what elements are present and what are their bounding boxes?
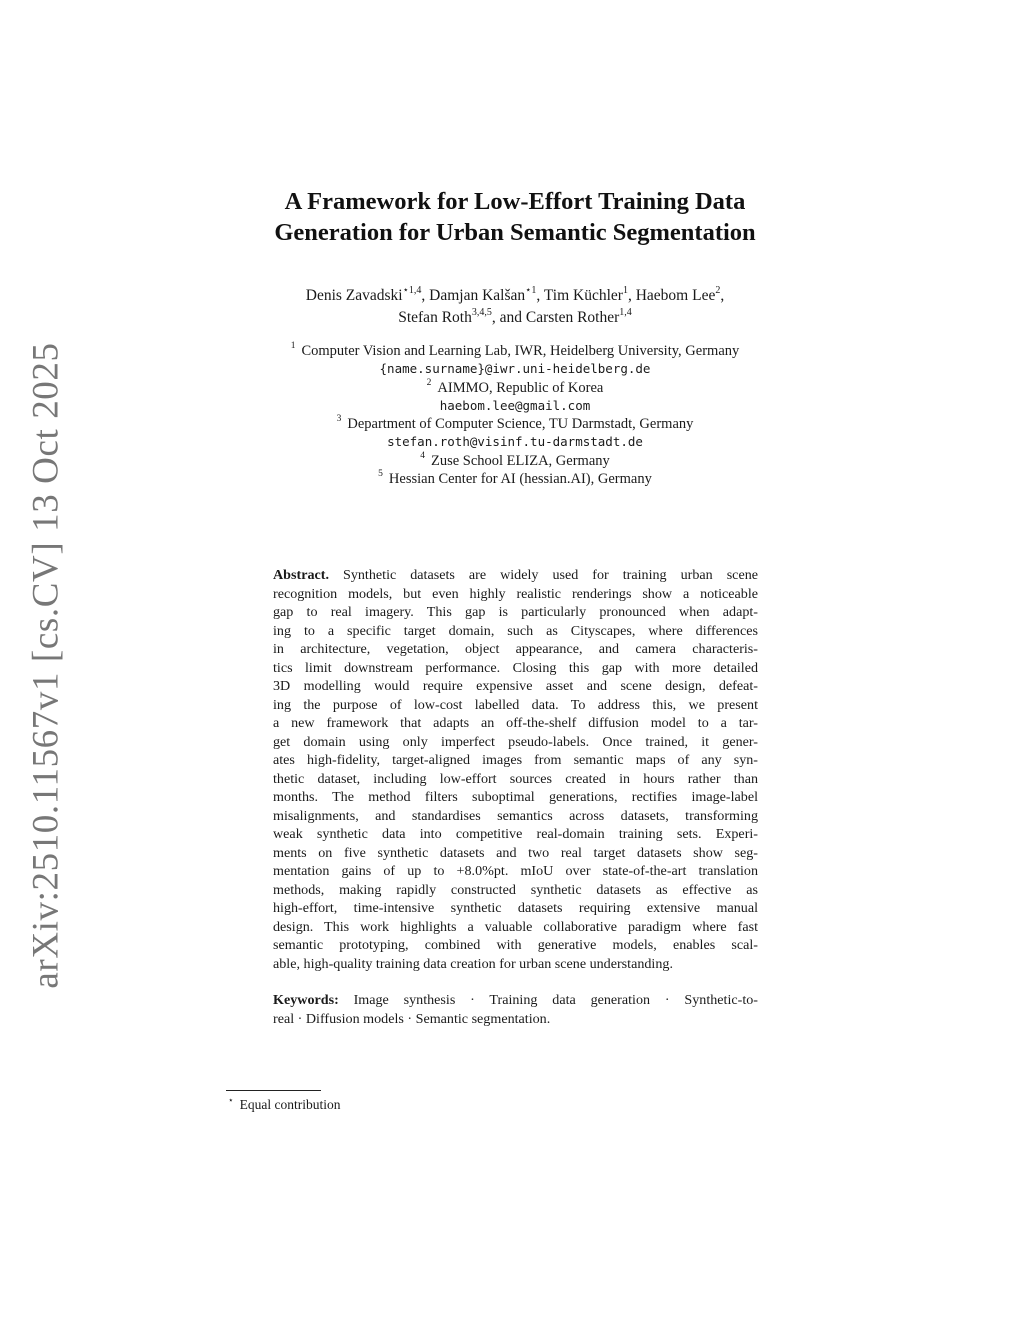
affiliation-email-1: {name.surname}@iwr.uni-heidelberg.de [379,361,651,377]
author-name: Damjan Kalšan [429,287,526,304]
affiliation-list [160,342,870,488]
footnote [228,1096,341,1113]
author-name: Haebom Lee [635,287,716,304]
affiliation-number: 2 [426,377,432,388]
abstract-line: semantic prototyping, combined with generative models, enables scal- [273,937,758,953]
affiliation-email-2: haebom.lee@gmail.com [439,397,591,413]
abstract-line: recognition models, but even highly realistic renderings show a noticeable [273,585,758,602]
affiliation-3 [160,415,870,433]
affiliation-text: Computer Vision and Learning Lab, IWR, Heidelberg University, Germany [301,343,740,359]
abstract-line: misalignments, and standardises semantics across datasets, transforming [273,807,758,824]
arxiv-identifier [18,341,74,989]
abstract-line: ing the purpose of low-cost labelled data. To address this, we present [273,696,758,713]
keywords-heading: Keywords: [273,992,339,1008]
author-name: Stefan Roth [398,309,472,326]
author-name: Denis Zavadski [305,287,403,304]
abstract-line: a new framework that adapts an off-the-shelf diffusion model to a tar- [273,715,758,731]
author-marks: ⋆1,4 [402,284,422,296]
abstract-line: get domain using only imperfect pseudo-labels. Once trained, it gener- [273,733,758,750]
affiliation-1 [160,342,870,360]
affiliation-number: 1 [290,341,296,352]
title-line-1: A Framework for Low-Effort Training Data [284,188,746,215]
footnote-rule [226,1090,321,1091]
abstract [273,566,758,973]
abstract-line: ing to a specific target domain, such as Cityscapes, where differences [273,622,758,639]
keywords [273,991,758,1028]
abstract-line: thetic dataset, including low-effort sources created in hours rather than [273,770,758,787]
affiliation-email-3: stefan.roth@visinf.tu-darmstadt.de [387,434,643,450]
author-separator: , [720,287,725,304]
author-line-2 [160,307,870,329]
keywords-line-1 [273,991,758,1010]
abstract-line: weak synthetic data into competitive real-domain training sets. Experi- [273,826,758,842]
author-separator: , [421,287,430,304]
author-marks: 2 [715,284,721,296]
affiliation-number: 3 [336,414,342,425]
author-marks: ⋆1 [525,284,537,296]
abstract-line: ates high-fidelity, target-aligned images from semantic maps of any syn- [273,752,758,768]
author-name: Carsten Rother [525,309,620,326]
keywords-line-text: Image synthesis · Training data generation · Synthetic-to- [353,992,758,1008]
abstract-line: gap to real imagery. This gap is particularly pronounced when adapt- [273,604,758,620]
footnote-mark: ⋆ [228,1094,234,1105]
abstract-line: 3D modelling would require expensive asset and scene design, defeat- [273,678,758,694]
author-marks: 3,4,5 [471,306,492,318]
affiliation-number: 5 [378,469,383,480]
author-separator: , [627,287,636,304]
abstract-line: mentation gains of up to +8.0%pt. mIoU over state-of-the-art translation [273,863,758,879]
affiliation-text: Zuse School ELIZA, Germany [430,452,610,469]
abstract-line: able, high-quality training data creation for urban scene understanding. [273,955,673,972]
affiliation-5 [160,470,870,488]
abstract-line: in architecture, vegetation, object appearance, and camera characteris- [273,641,758,657]
author-marks: 1,4 [619,306,632,318]
affiliation-text: Hessian Center for AI (hessian.AI), Germany [388,471,652,488]
author-marks: 1 [622,284,628,296]
author-separator: , [536,287,544,304]
abstract-heading: Abstract. [273,567,329,583]
author-name: Tim Küchler [543,287,623,304]
abstract-line: methods, making rapidly constructed synthetic datasets as effective as [273,881,758,898]
author-line-1 [160,285,870,307]
abstract-line: ments on five synthetic datasets and two real target datasets show seg- [273,844,758,861]
title-line-2: Generation for Urban Semantic Segmentation [274,219,756,246]
affiliation-text: Department of Computer Science, TU Darmstadt, Germany [347,416,694,433]
abstract-line-text: Synthetic datasets are widely used for training urban scene [343,567,758,583]
affiliation-2 [160,379,870,397]
author-separator: , and [491,309,526,326]
keywords-line-2: real · Diffusion models · Semantic segmentation. [273,1010,551,1027]
affiliation-4 [160,452,870,470]
paper-title [160,186,870,248]
abstract-line: months. The method filters suboptimal generations, rectifies image-label [273,789,758,805]
abstract-line: high-effort, time-intensive synthetic datasets requiring extensive manual [273,900,758,916]
author-list [160,285,870,329]
abstract-line: tics limit downstream performance. Closing this gap with more detailed [273,659,758,676]
arxiv-identifier-text: arXiv:2510.11567v1 [cs.CV] 13 Oct 2025 [25,341,67,989]
abstract-line [273,566,758,585]
affiliation-number: 4 [420,450,425,461]
abstract-line: design. This work highlights a valuable collaborative paradigm where fast [273,918,758,935]
footnote-text: Equal contribution [239,1097,341,1112]
affiliation-text: AIMMO, Republic of Korea [437,379,604,396]
